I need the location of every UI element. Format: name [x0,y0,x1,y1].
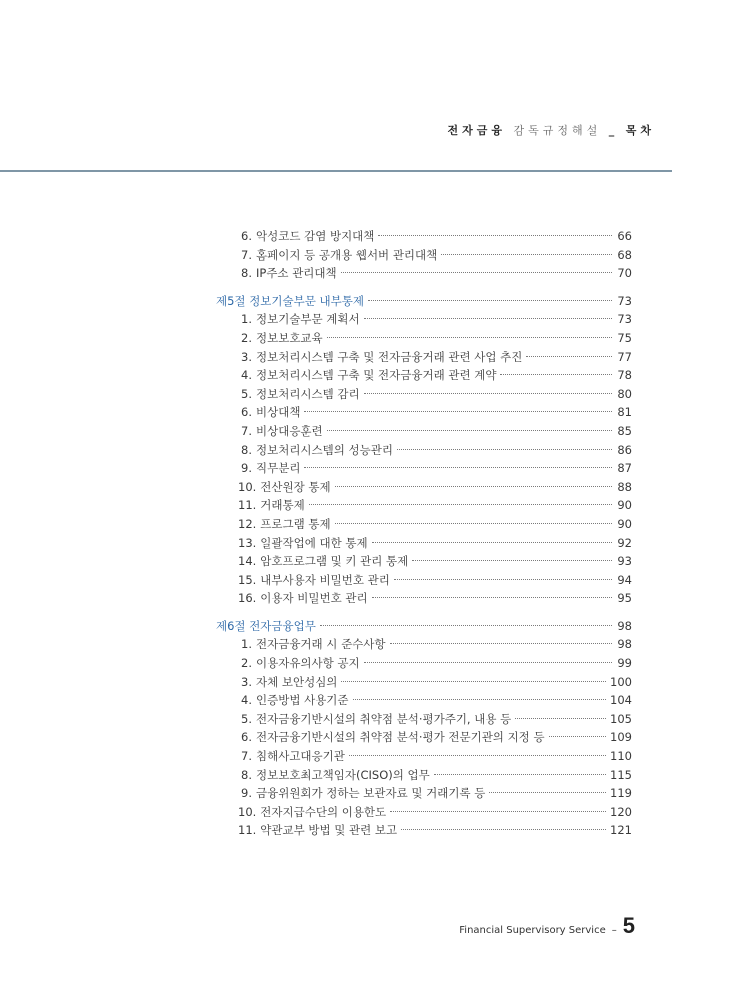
toc-item-label: 암호프로그램 및 키 관리 통제 [260,554,409,569]
toc-item-number: 1. [241,312,252,327]
toc-item-label: 비상대책 [256,405,301,420]
toc-leader-dots [364,318,612,319]
toc-page-number: 87 [617,461,632,476]
toc-item[interactable] [216,403,632,422]
header-title-light: 감독규정해설 [513,124,602,137]
toc-leader-dots [515,718,606,719]
toc-leader-dots [372,597,612,598]
toc-item-label: 정보보호최고책임자(CISO)의 업무 [256,767,430,782]
toc-leader-dots [364,662,612,663]
toc-item-label: 약관교부 방법 및 관련 보고 [260,823,398,838]
toc-leader-dots [309,504,612,505]
toc-item-label: 정보처리시스템 감리 [256,386,360,401]
toc-item[interactable] [216,459,632,478]
running-header [447,122,655,138]
toc-item-label: 자체 보안성심의 [256,674,338,689]
toc-item[interactable] [216,422,632,441]
toc-item-label: 직무분리 [256,461,301,476]
toc-item-number: 5. [241,386,252,401]
toc-item-label: 거래통제 [260,498,305,513]
toc-item-label: 정보보호교육 [256,330,323,345]
toc-page-number: 98 [617,637,632,652]
toc-item[interactable] [216,673,632,692]
toc-item[interactable] [216,246,632,265]
toc-item-label: 금융위원회가 정하는 보관자료 및 거래기록 등 [256,786,486,801]
toc-item-number: 2. [241,330,252,345]
toc-page-number: 99 [617,656,632,671]
toc-item-label: 전자금융기반시설의 취약점 분석·평가 전문기관의 지정 등 [256,730,545,745]
toc-leader-dots [441,254,612,255]
toc-page-number: 98 [617,618,632,633]
toc-item-label: 전산원장 통제 [260,479,331,494]
toc-item-label: 정보처리시스템 구축 및 전자금융거래 관련 사업 추진 [256,349,523,364]
header-title-bold: 전자금융 [447,124,506,137]
toc-item[interactable] [216,589,632,608]
toc-page-number: 110 [610,749,632,764]
toc-item-number: 13. [238,535,257,550]
toc-item-label: 전자금융기반시설의 취약점 분석·평가주기, 내용 등 [256,711,512,726]
toc-item-label: 전자지급수단의 이용한도 [260,804,387,819]
toc-item-number: 9. [241,786,252,801]
toc-item-label: 인증방법 사용기준 [256,693,349,708]
toc-item[interactable] [216,747,632,766]
toc-page-number: 115 [610,767,632,782]
toc-page-number: 73 [617,312,632,327]
toc-leader-dots [434,774,606,775]
toc-leader-dots [341,272,612,273]
toc-page-number: 78 [617,368,632,383]
toc-item-label: 이용자 비밀번호 관리 [260,591,368,606]
toc-leader-dots [394,579,612,580]
toc-page-number: 73 [617,293,632,308]
toc-page-number: 104 [610,693,632,708]
toc-item-label: 이용자유의사항 공지 [256,656,360,671]
toc-page-number: 93 [617,554,632,569]
toc-item-number: 8. [241,767,252,782]
toc-page-number: 77 [617,349,632,364]
toc-item[interactable] [216,264,632,283]
toc-item-label: 악성코드 감염 방지대책 [256,229,375,243]
toc-page-number: 119 [610,786,632,801]
toc-item-number: 6. [241,405,252,420]
toc-leader-dots [304,411,612,412]
toc-item-number: 8. [241,442,252,457]
toc-page-number: 94 [617,572,632,587]
toc-item-number: 3. [241,349,252,364]
toc-item[interactable] [216,803,632,822]
toc-section-title: 제6절 전자금융업무 [216,618,316,633]
toc-item[interactable] [216,310,632,329]
toc-leader-dots [327,337,612,338]
page-footer [459,913,635,939]
toc-section[interactable] [216,292,632,311]
toc-item-number: 9. [241,461,252,476]
toc-page-number: 100 [610,674,632,689]
toc-item-label: 정보처리시스템 구축 및 전자금융거래 관련 계약 [256,368,497,383]
toc-item-label: IP주소 관리대책 [256,266,337,281]
toc-item[interactable] [216,710,632,729]
toc-leader-dots [304,467,612,468]
page-number: 5 [622,913,635,938]
toc-item-number: 2. [241,656,252,671]
toc-item-number: 3. [241,674,252,689]
toc-leader-dots [526,356,612,357]
toc-page-number: 68 [617,247,632,262]
toc-item[interactable] [216,478,632,497]
toc-leader-dots [341,681,606,682]
toc-item-label: 프로그램 통제 [260,516,331,531]
toc-item-number: 15. [238,572,257,587]
toc-leader-dots [327,430,612,431]
toc-leader-dots [320,625,612,626]
toc-page-number: 121 [610,823,632,838]
toc-page-number: 95 [617,591,632,606]
toc-item-number: 1. [241,637,252,652]
toc-item-number: 11. [238,823,257,838]
toc-leader-dots [349,755,606,756]
toc-item-label: 정보처리시스템의 성능관리 [256,442,393,457]
toc-item[interactable] [216,691,632,710]
toc-page-number: 92 [617,535,632,550]
toc-page-number: 90 [617,516,632,531]
toc-item[interactable] [216,227,632,246]
toc-item-number: 10. [238,804,257,819]
toc-page-number: 120 [610,804,632,819]
toc-item-number: 5. [241,711,252,726]
toc-page-number: 70 [617,266,632,281]
toc-item[interactable] [216,766,632,785]
toc-leader-dots [368,300,612,301]
toc-leader-dots [378,235,612,236]
toc-item[interactable] [216,496,632,515]
toc-leader-dots [335,523,612,524]
toc-item[interactable] [216,821,632,840]
toc-section[interactable] [216,617,632,636]
toc-leader-dots [353,699,607,700]
toc-page-number: 109 [610,730,632,745]
toc-leader-dots [412,560,612,561]
toc-item-number: 8. [241,266,252,281]
footer-dash: – [611,925,617,936]
toc-item[interactable] [216,784,632,803]
toc-leader-dots [489,792,606,793]
toc-item-label: 비상대응훈련 [256,423,323,438]
toc-item[interactable] [216,728,632,747]
table-of-contents [216,227,632,840]
toc-page-number: 80 [617,386,632,401]
toc-item[interactable] [216,654,632,673]
footer-org: Financial Supervisory Service [459,925,606,936]
toc-item[interactable] [216,329,632,348]
toc-item-label: 홈페이지 등 공개용 웹서버 관리대책 [256,247,438,262]
toc-item-label: 정보기술부문 계획서 [256,312,360,327]
toc-page-number: 66 [617,229,632,243]
header-title-suffix: 목차 [625,124,655,137]
toc-page-number: 81 [617,405,632,420]
toc-item-number: 4. [241,368,252,383]
header-separator: _ [608,124,619,137]
toc-item[interactable] [216,348,632,367]
toc-page-number: 88 [617,479,632,494]
toc-leader-dots [397,449,612,450]
toc-page-number: 90 [617,498,632,513]
toc-item-number: 16. [238,591,257,606]
toc-item-number: 7. [241,247,252,262]
toc-item[interactable] [216,366,632,385]
toc-leader-dots [335,486,612,487]
toc-item-number: 6. [241,730,252,745]
toc-leader-dots [500,374,612,375]
toc-item-number: 4. [241,693,252,708]
toc-item[interactable] [216,441,632,460]
toc-page-number: 86 [617,442,632,457]
toc-item[interactable] [216,552,632,571]
toc-item-number: 6. [241,229,252,243]
toc-item[interactable] [216,571,632,590]
toc-item-label: 내부사용자 비밀번호 관리 [260,572,390,587]
toc-page-number: 105 [610,711,632,726]
toc-item-number: 14. [238,554,257,569]
toc-leader-dots [372,542,612,543]
toc-item[interactable] [216,534,632,553]
toc-leader-dots [390,643,612,644]
toc-leader-dots [401,829,606,830]
toc-page-number: 75 [617,330,632,345]
header-divider [0,170,672,172]
toc-item-number: 7. [241,749,252,764]
toc-item-number: 7. [241,423,252,438]
toc-item-label: 일괄작업에 대한 통제 [260,535,368,550]
toc-item[interactable] [216,385,632,404]
toc-page-number: 85 [617,423,632,438]
toc-item-number: 11. [238,498,257,513]
toc-item[interactable] [216,515,632,534]
toc-item-number: 10. [238,479,257,494]
toc-leader-dots [364,393,612,394]
toc-section-title: 제5절 정보기술부문 내부통제 [216,293,364,308]
toc-item[interactable] [216,635,632,654]
toc-item-label: 침해사고대응기관 [256,749,345,764]
toc-item-label: 전자금융거래 시 준수사항 [256,637,386,652]
toc-leader-dots [549,736,607,737]
toc-item-number: 12. [238,516,257,531]
toc-leader-dots [390,811,606,812]
